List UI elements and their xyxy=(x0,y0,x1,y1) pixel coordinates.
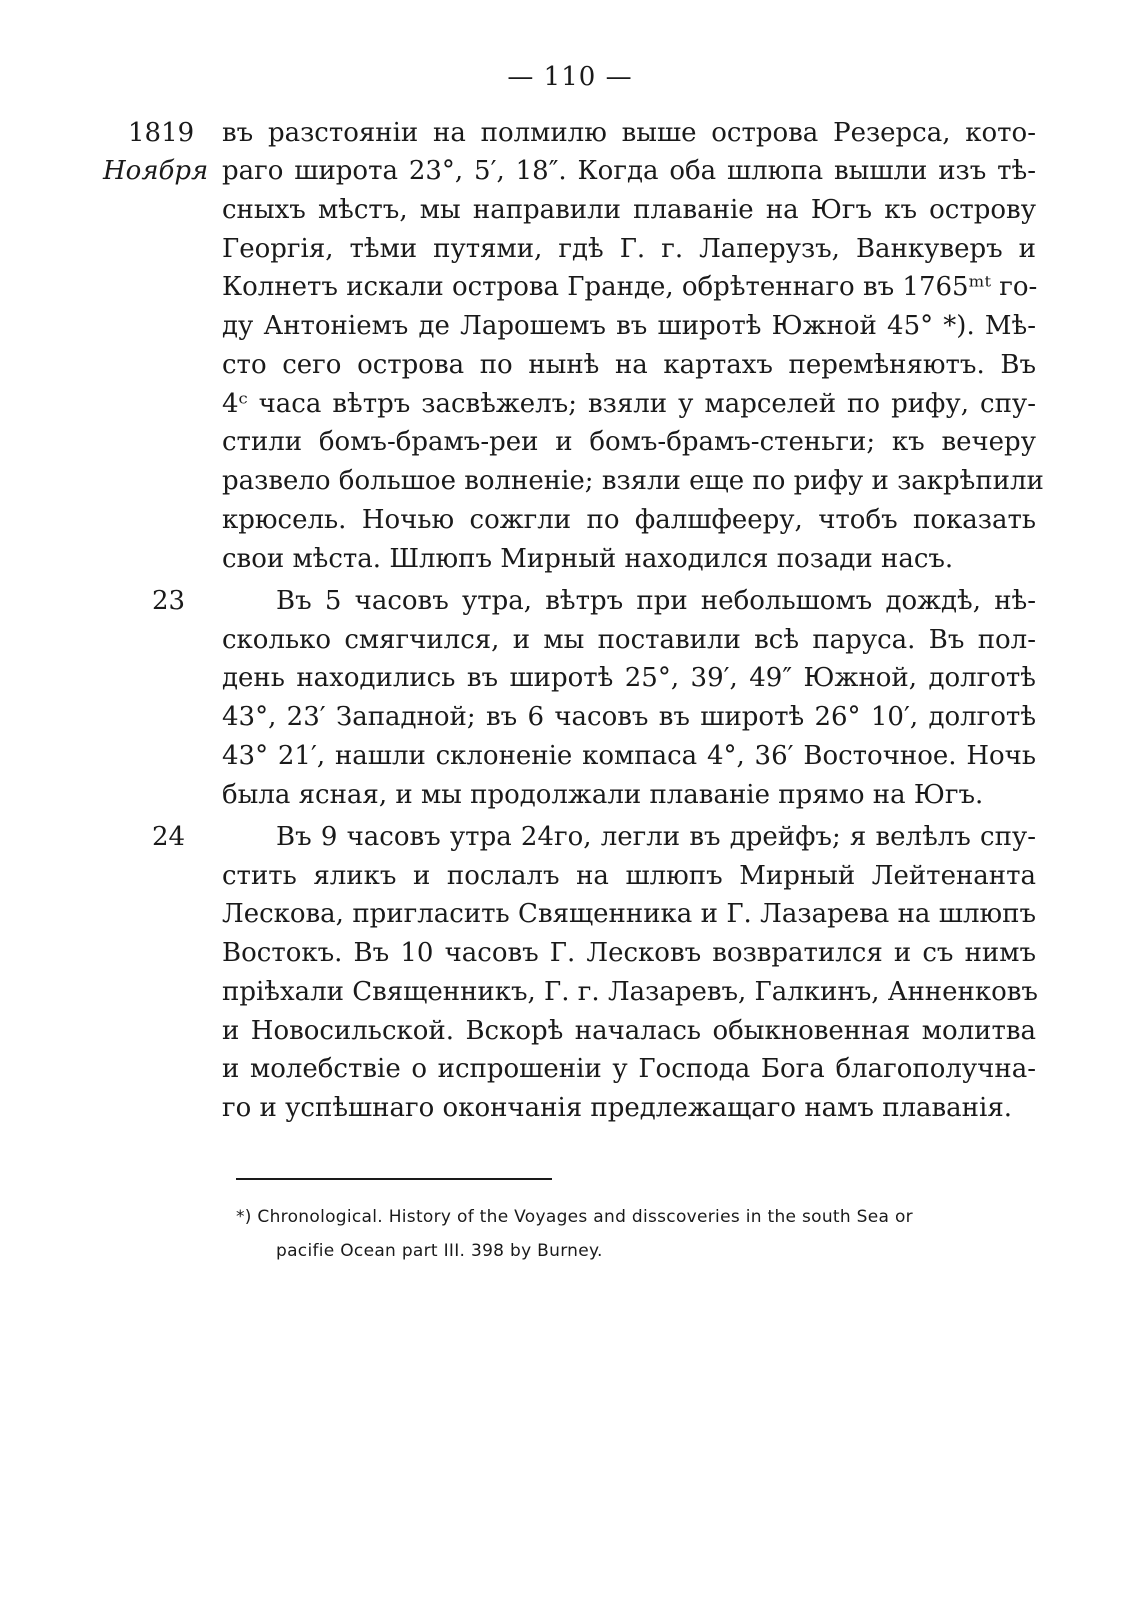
text-line: Въ 9 часовъ утра 24го, легли въ дрейфъ; я велѣлъ спу- xyxy=(276,822,1036,852)
text-line: крюсель. Ночью сожгли по фалшфееру, чтобъ показать xyxy=(222,505,1036,535)
margin-month: Ноября xyxy=(103,156,209,186)
footnote-divider xyxy=(236,1178,552,1180)
text-line: Востокъ. Въ 10 часовъ Г. Лесковъ возвратился и съ нимъ xyxy=(222,938,1036,968)
text-line: го и успѣшнаго окончанія предлежащаго намъ плаванія. xyxy=(222,1093,1012,1123)
text-line: ду Антоніемъ де Ларошемъ въ широтѣ Южной 45° *). Мѣ- xyxy=(222,311,1036,341)
page-number: — 110 — xyxy=(507,62,633,92)
text-line: Лескова, пригласить Священника и Г. Лазарева на шлюпъ xyxy=(222,899,1036,929)
text-line: стить яликъ и послалъ на шлюпъ Мирный Лейтенанта xyxy=(222,861,1036,891)
text-line: стили бомъ-брамъ-реи и бомъ-брамъ-стеньги; къ вечеру xyxy=(222,427,1036,457)
text-line: пріѣхали Священникъ, Г. г. Лазаревъ, Галкинъ, Анненковъ xyxy=(222,977,1038,1007)
text-line: раго широта 23°, 5′, 18″. Когда оба шлюпа вышли изъ тѣ- xyxy=(222,156,1036,186)
text-line: день находились въ широтѣ 25°, 39′, 49″ Южной, долготѣ xyxy=(222,663,1036,693)
text-line: 4ᶜ часа вѣтръ засвѣжелъ; взяли у марселей по рифу, спу- xyxy=(222,389,1036,419)
text-line: 43° 21′, нашли склоненіе компаса 4°, 36′ Восточное. Ночь xyxy=(222,741,1036,771)
margin-day-23: 23 xyxy=(152,586,186,616)
text-line: сколько смягчился, и мы поставили всѣ паруса. Въ пол- xyxy=(222,625,1036,655)
text-line: Въ 5 часовъ утра, вѣтръ при небольшомъ дождѣ, нѣ- xyxy=(276,586,1036,616)
text-line: въ разстояніи на полмилю выше острова Резерса, кото- xyxy=(222,118,1036,148)
text-line: и молебствіе о испрошеніи у Господа Бога благополучна- xyxy=(222,1054,1036,1084)
text-line: была ясная, и мы продолжали плаваніе прямо на Югъ. xyxy=(222,780,984,810)
text-line: свои мѣста. Шлюпъ Мирный находился позади насъ. xyxy=(222,544,954,574)
text-line: развело большое волненіе; взяли еще по рифу и закрѣпили xyxy=(222,466,1044,496)
footnote-line: pacifie Ocean part III. 398 by Burney. xyxy=(276,1241,603,1261)
text-line: сто сего острова по нынѣ на картахъ перемѣняютъ. Въ xyxy=(222,350,1036,380)
text-line: 43°, 23′ Западной; въ 6 часовъ въ широтѣ 26° 10′, долготѣ xyxy=(222,702,1036,732)
margin-day-24: 24 xyxy=(152,822,186,852)
text-line: Колнетъ искали острова Гранде, обрѣтеннаго въ 1765ᵐᵗ го- xyxy=(222,272,1038,302)
margin-year: 1819 xyxy=(128,118,195,148)
footnote-line: *) Chronological. History of the Voyages and disscoveries in the south Sea or xyxy=(236,1207,913,1227)
text-line: и Новосильской. Вскорѣ началась обыкновенная молитва xyxy=(222,1016,1036,1046)
text-line: Георгія, тѣми путями, гдѣ Г. г. Лаперузъ, Ванкуверъ и xyxy=(222,234,1036,264)
text-line: сныхъ мѣстъ, мы направили плаваніе на Югъ къ острову xyxy=(222,195,1036,225)
